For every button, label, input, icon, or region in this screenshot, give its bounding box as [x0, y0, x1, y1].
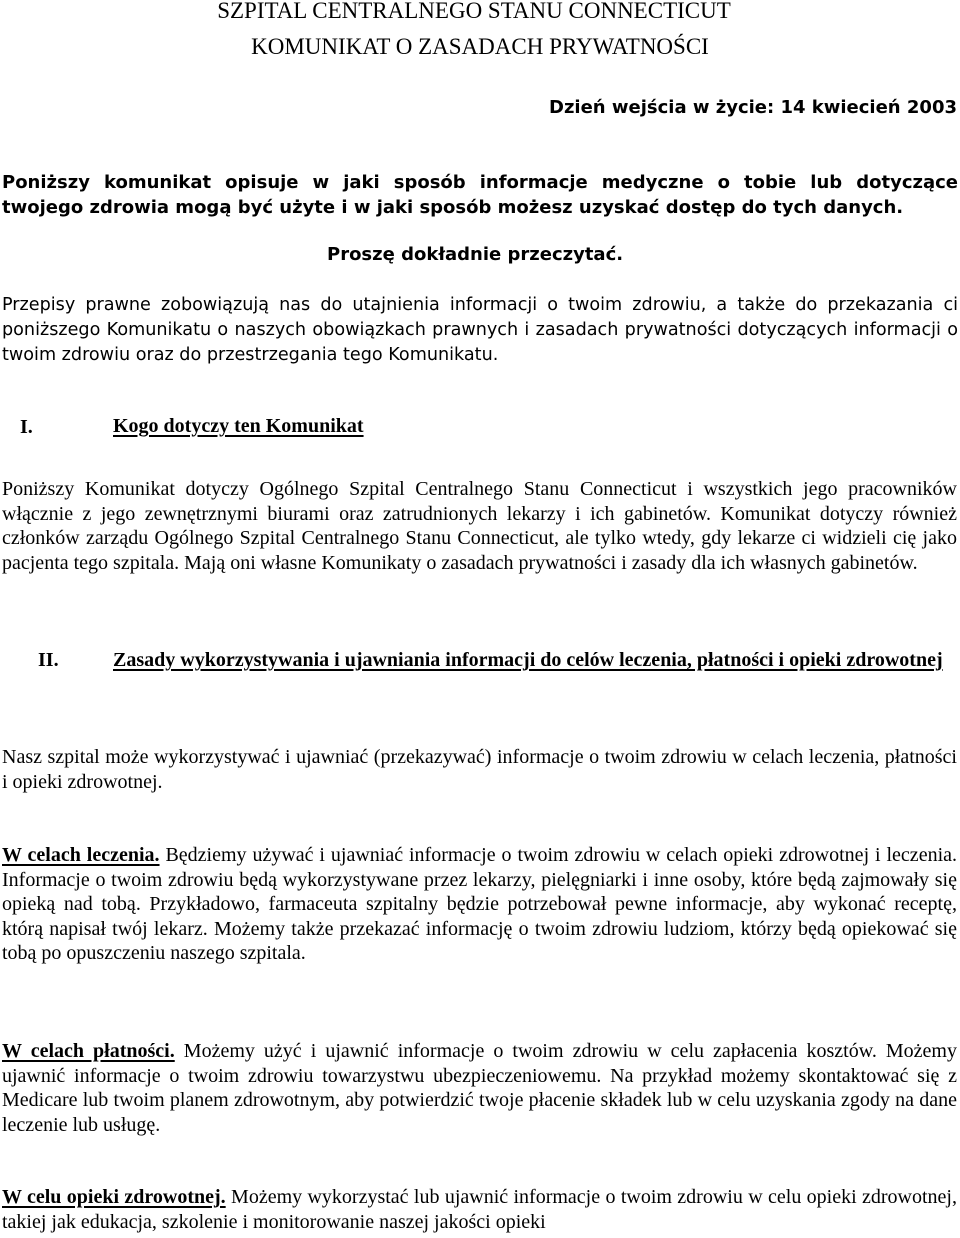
section-2-title: Zasady wykorzystywania i ujawniania informacji do celów leczenia, płatności i opieki zdrowotnej [113, 649, 943, 671]
section-1-number: I. [20, 416, 33, 438]
section-2-body: Nasz szpital może wykorzystywać i ujawniać (przekazywać) informacje o twoim zdrowiu w celach leczenia, płatności i opieki zdrowotnej. [2, 746, 957, 793]
please-read-note: Proszę dokładnie przeczytać. [327, 244, 624, 265]
healthcare-heading: W celu opieki zdrowotnej. [2, 1186, 226, 1208]
effective-date: Dzień wejścia w życie: 14 kwiecień 2003 [549, 97, 957, 118]
payment-heading: W celach płatności. [2, 1040, 175, 1062]
section-1-body: Poniższy Komunikat dotyczy Ogólnego Szpital Centralnego Stanu Connecticut i wszystkich jego pracowników włącznie z jego zewnętrznymi biurami oraz zatrudnionych lekarzy i ich gabinetów. Komunikat dotyczy również członków zarządu Ogólnego Szpital Centralnego Stanu Connecticut, ale tylko wtedy, gdy lekarze ci widzieli cię jako pacjenta tego szpitala. Mają oni własne Komunikaty o zasadach prywatności i zasady dla ich własnych gabinetów. [2, 478, 957, 574]
hospital-name-heading: SZPITAL CENTRALNEGO STANU CONNECTICUT [217, 0, 731, 23]
treatment-text: Będziemy używać i ujawniać informacje o twoim zdrowiu w celach opieki zdrowotnej i leczenia. Informacje o twoim zdrowiu będą wykorzystywane przez lekarzy, pielęgniarki i inne osoby, które będą zajmowały się opieką nad tobą. Przykładowo, farmaceuta szpitalny będzie potrzebował pewne informacje, aby wykonać receptę, którą napisał twój lekarz. Możemy także przekazać informację o twoim zdrowiu ludziom, którzy będą opiekować się tobą po opuszczeniu naszego szpitala. [2, 844, 957, 965]
healthcare-paragraph [2, 1185, 957, 1234]
payment-paragraph [2, 1039, 957, 1137]
treatment-heading: W celach leczenia. [2, 844, 160, 866]
section-1-title: Kogo dotyczy ten Komunikat [113, 415, 364, 437]
intro-paragraph: Poniższy komunikat opisuje w jaki sposób informacje medyczne o tobie lub dotyczące twojego zdrowia mogą być użyte i w jaki sposób możesz uzyskać dostęp do tych danych. [2, 172, 958, 218]
legal-obligations-paragraph: Przepisy prawne zobowiązują nas do utajnienia informacji o twoim zdrowiu, a także do przekazania ci poniższego Komunikatu o naszych obowiązkach prawnych i zasadach prywatności dotyczących informacji o twoim zdrowiu oraz do przestrzegania tego Komunikatu. [2, 295, 958, 365]
treatment-paragraph [2, 843, 957, 966]
notice-title-heading: KOMUNIKAT O ZASADACH PRYWATNOŚCI [251, 34, 709, 59]
healthcare-text: Możemy wykorzystać lub ujawnić informacje o twoim zdrowiu w celu opieki zdrowotnej, takiej jak edukacja, szkolenie i monitorowanie naszej jakości opieki [2, 1186, 957, 1233]
section-2-number: II. [38, 649, 59, 671]
payment-text: Możemy użyć i ujawnić informacje o twoim zdrowiu w celu zapłacenia kosztów. Możemy ujawnić informacje o twoim zdrowiu towarzystwu ubezpieczeniowemu. Na przykład możemy skontaktować się z Medicare lub twoim planem zdrowotnym, aby potwierdzić twoje płacenie składek lub w celu uzyskania zgody na dane leczenie lub usługę. [2, 1040, 957, 1136]
